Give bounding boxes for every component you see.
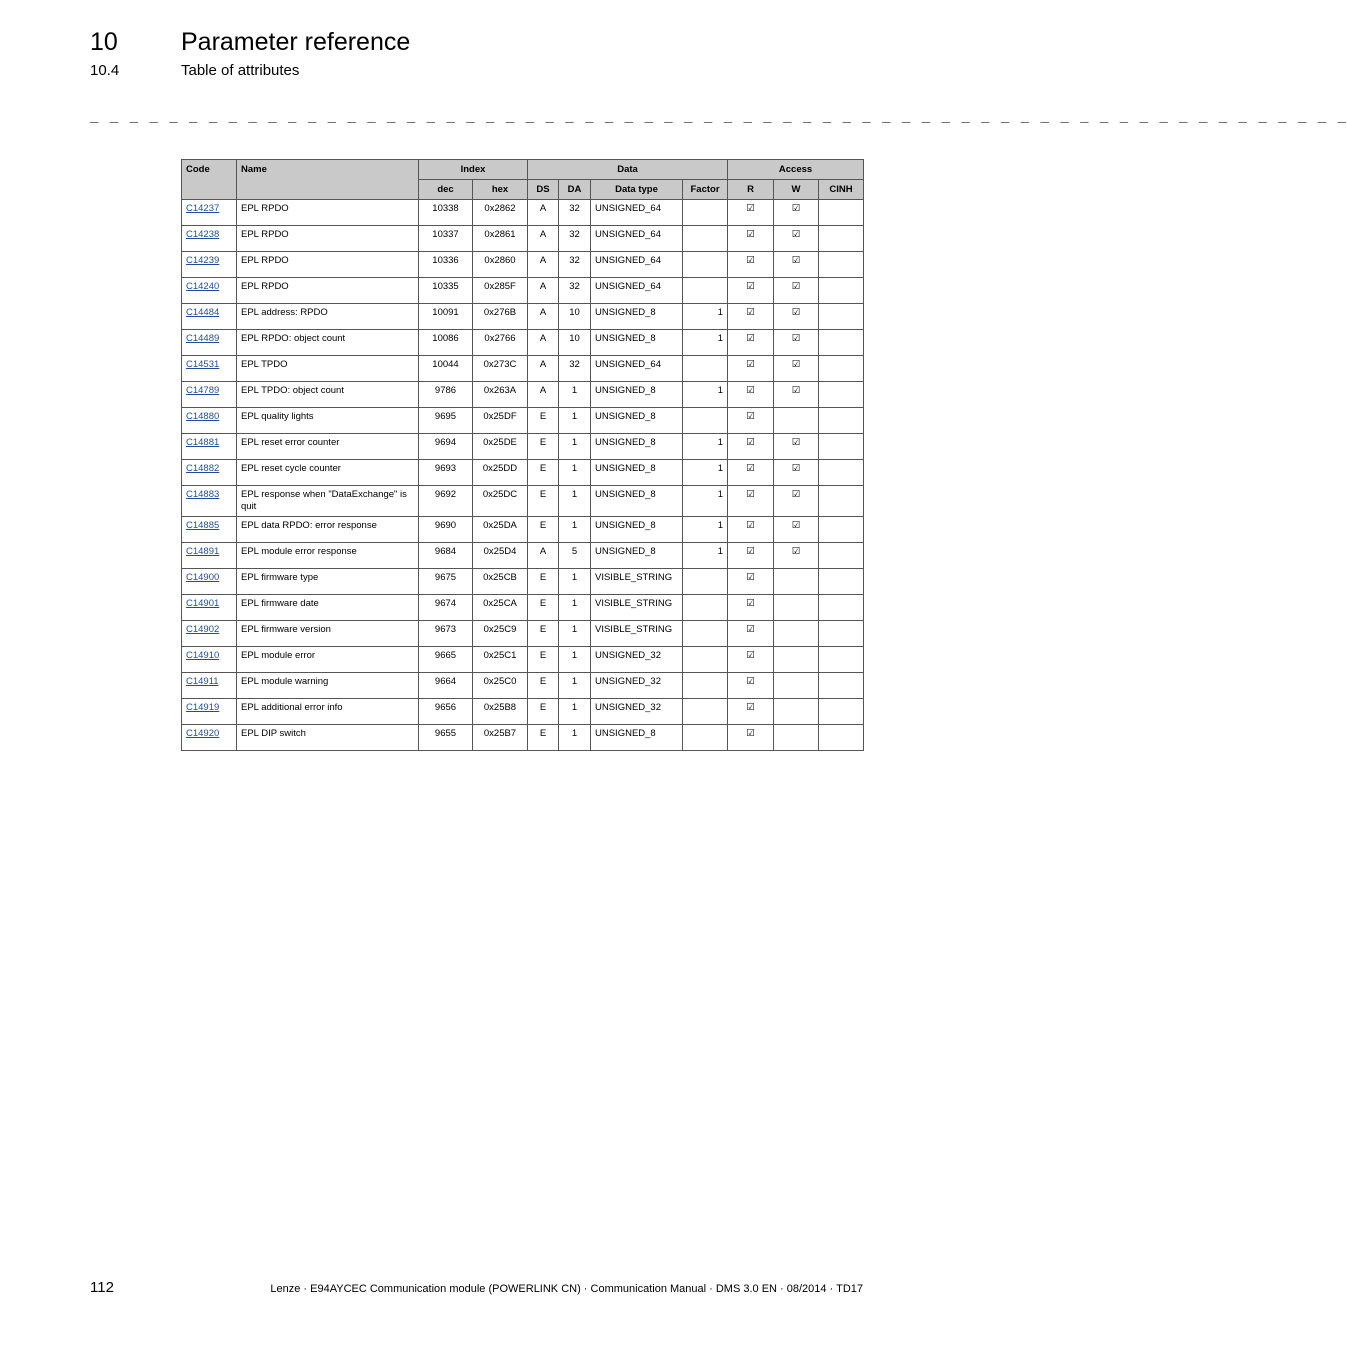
table-row: [182, 200, 864, 226]
parameter-code-link[interactable]: C14885: [186, 520, 220, 531]
cell-dec: 10337: [419, 226, 473, 252]
cell-code: [182, 647, 237, 673]
cell-read-checkbox: ☑: [728, 543, 774, 569]
chapter-number: 10: [90, 28, 118, 56]
cell-ds: A: [528, 330, 559, 356]
cell-cinh: [819, 226, 864, 252]
cell-data-type: UNSIGNED_64: [591, 226, 683, 252]
cell-write-checkbox: ☑: [774, 517, 819, 543]
cell-write-checkbox: ☑: [774, 278, 819, 304]
cell-factor: [683, 356, 728, 382]
table-row: [182, 252, 864, 278]
cell-code: [182, 330, 237, 356]
table-row: [182, 699, 864, 725]
cell-factor: 1: [683, 434, 728, 460]
cell-read-checkbox: ☑: [728, 486, 774, 517]
cell-da: 1: [559, 408, 591, 434]
cell-read-checkbox: ☑: [728, 673, 774, 699]
parameter-code-link[interactable]: C14882: [186, 463, 220, 474]
cell-dec: 9673: [419, 621, 473, 647]
cell-data-type: UNSIGNED_8: [591, 382, 683, 408]
cell-name: EPL firmware date: [237, 595, 419, 621]
header-r: R: [728, 180, 774, 200]
cell-data-type: UNSIGNED_8: [591, 304, 683, 330]
cell-name: EPL DIP switch: [237, 725, 419, 751]
cell-factor: 1: [683, 304, 728, 330]
cell-code: [182, 699, 237, 725]
cell-code: [182, 569, 237, 595]
footer-text: Lenze · E94AYCEC Communication module (POWERLINK CN) · Communication Manual · DMS 3.0 EN · 08/2014 · TD17: [270, 1283, 863, 1295]
table-row: [182, 595, 864, 621]
cell-code: [182, 621, 237, 647]
cell-ds: E: [528, 595, 559, 621]
cell-cinh: [819, 543, 864, 569]
cell-dec: 9674: [419, 595, 473, 621]
cell-hex: 0x25DA: [473, 517, 528, 543]
cell-name: EPL firmware version: [237, 621, 419, 647]
cell-da: 32: [559, 356, 591, 382]
cell-ds: A: [528, 382, 559, 408]
cell-factor: [683, 278, 728, 304]
cell-read-checkbox: ☑: [728, 517, 774, 543]
cell-ds: E: [528, 408, 559, 434]
cell-da: 32: [559, 200, 591, 226]
cell-ds: E: [528, 699, 559, 725]
cell-da: 1: [559, 460, 591, 486]
cell-data-type: UNSIGNED_32: [591, 673, 683, 699]
cell-da: 1: [559, 621, 591, 647]
cell-data-type: UNSIGNED_64: [591, 356, 683, 382]
cell-read-checkbox: ☑: [728, 330, 774, 356]
cell-cinh: [819, 595, 864, 621]
cell-dec: 9675: [419, 569, 473, 595]
cell-read-checkbox: ☑: [728, 460, 774, 486]
cell-write-checkbox: [774, 647, 819, 673]
parameter-code-link[interactable]: C14920: [186, 728, 220, 739]
cell-factor: [683, 725, 728, 751]
cell-read-checkbox: ☑: [728, 382, 774, 408]
cell-factor: 1: [683, 486, 728, 517]
cell-da: 1: [559, 486, 591, 517]
cell-write-checkbox: [774, 673, 819, 699]
table-row: [182, 673, 864, 699]
cell-code: [182, 434, 237, 460]
cell-read-checkbox: ☑: [728, 434, 774, 460]
cell-write-checkbox: ☑: [774, 226, 819, 252]
cell-write-checkbox: [774, 699, 819, 725]
table-row: [182, 382, 864, 408]
cell-write-checkbox: ☑: [774, 252, 819, 278]
cell-code: [182, 278, 237, 304]
cell-write-checkbox: ☑: [774, 434, 819, 460]
cell-write-checkbox: ☑: [774, 460, 819, 486]
cell-dec: 9684: [419, 543, 473, 569]
table-row: [182, 278, 864, 304]
cell-data-type: UNSIGNED_32: [591, 699, 683, 725]
header-data-type: Data type: [591, 180, 683, 200]
cell-read-checkbox: ☑: [728, 200, 774, 226]
header-name: Name: [237, 160, 419, 200]
parameter-code-link[interactable]: C14484: [186, 307, 220, 318]
header-dec: dec: [419, 180, 473, 200]
cell-hex: 0x25DF: [473, 408, 528, 434]
cell-factor: 1: [683, 330, 728, 356]
cell-da: 32: [559, 226, 591, 252]
cell-code: [182, 252, 237, 278]
cell-data-type: UNSIGNED_64: [591, 200, 683, 226]
section-title: Table of attributes: [181, 62, 300, 79]
parameter-code-link[interactable]: C14237: [186, 203, 220, 214]
parameter-code-link[interactable]: C14902: [186, 624, 220, 635]
cell-read-checkbox: ☑: [728, 408, 774, 434]
parameter-code-link[interactable]: C14531: [186, 359, 220, 370]
cell-name: EPL additional error info: [237, 699, 419, 725]
cell-code: [182, 517, 237, 543]
header-access: Access: [728, 160, 864, 180]
cell-read-checkbox: ☑: [728, 647, 774, 673]
cell-dec: 9664: [419, 673, 473, 699]
table-row: [182, 725, 864, 751]
cell-hex: 0x25DE: [473, 434, 528, 460]
chapter-title: Parameter reference: [181, 28, 411, 56]
parameter-code-link[interactable]: C14881: [186, 437, 220, 448]
parameter-code-link[interactable]: C14910: [186, 650, 220, 661]
cell-code: [182, 595, 237, 621]
cell-read-checkbox: ☑: [728, 699, 774, 725]
cell-hex: 0x25B8: [473, 699, 528, 725]
header-index: Index: [419, 160, 528, 180]
cell-hex: 0x2860: [473, 252, 528, 278]
cell-factor: 1: [683, 543, 728, 569]
cell-dec: 9692: [419, 486, 473, 517]
cell-name: EPL reset cycle counter: [237, 460, 419, 486]
header-cinh: CINH: [819, 180, 864, 200]
cell-ds: E: [528, 725, 559, 751]
cell-da: 10: [559, 304, 591, 330]
parameter-code-link[interactable]: C14789: [186, 385, 220, 396]
cell-code: [182, 673, 237, 699]
cell-hex: 0x25D4: [473, 543, 528, 569]
cell-dec: 10086: [419, 330, 473, 356]
table-row: [182, 647, 864, 673]
cell-hex: 0x25C0: [473, 673, 528, 699]
cell-da: 1: [559, 699, 591, 725]
header-w: W: [774, 180, 819, 200]
cell-cinh: [819, 382, 864, 408]
attributes-table: [181, 159, 864, 751]
cell-write-checkbox: ☑: [774, 356, 819, 382]
cell-write-checkbox: ☑: [774, 330, 819, 356]
cell-read-checkbox: ☑: [728, 621, 774, 647]
cell-cinh: [819, 699, 864, 725]
cell-hex: 0x25C9: [473, 621, 528, 647]
table-row: [182, 408, 864, 434]
cell-da: 1: [559, 434, 591, 460]
cell-write-checkbox: ☑: [774, 543, 819, 569]
cell-cinh: [819, 278, 864, 304]
cell-data-type: UNSIGNED_8: [591, 486, 683, 517]
cell-name: EPL RPDO: [237, 278, 419, 304]
cell-name: EPL RPDO: [237, 252, 419, 278]
cell-ds: E: [528, 434, 559, 460]
table-row: [182, 517, 864, 543]
cell-cinh: [819, 252, 864, 278]
cell-data-type: UNSIGNED_8: [591, 460, 683, 486]
cell-dec: 9665: [419, 647, 473, 673]
cell-code: [182, 460, 237, 486]
cell-name: EPL module warning: [237, 673, 419, 699]
cell-ds: E: [528, 621, 559, 647]
cell-data-type: UNSIGNED_8: [591, 725, 683, 751]
cell-factor: 1: [683, 382, 728, 408]
cell-hex: 0x263A: [473, 382, 528, 408]
cell-ds: A: [528, 252, 559, 278]
cell-cinh: [819, 408, 864, 434]
parameter-code-link[interactable]: C14240: [186, 281, 220, 292]
cell-dec: 10336: [419, 252, 473, 278]
cell-read-checkbox: ☑: [728, 304, 774, 330]
cell-cinh: [819, 517, 864, 543]
cell-write-checkbox: [774, 569, 819, 595]
cell-read-checkbox: ☑: [728, 252, 774, 278]
cell-code: [182, 725, 237, 751]
cell-name: EPL TPDO: object count: [237, 382, 419, 408]
cell-name: EPL RPDO: object count: [237, 330, 419, 356]
cell-factor: [683, 569, 728, 595]
parameter-code-link[interactable]: C14238: [186, 229, 220, 240]
cell-hex: 0x285F: [473, 278, 528, 304]
parameter-code-link[interactable]: C14911: [186, 676, 219, 687]
cell-factor: [683, 595, 728, 621]
table-body: [182, 200, 864, 751]
cell-hex: 0x25C1: [473, 647, 528, 673]
cell-ds: E: [528, 486, 559, 517]
table-row: [182, 330, 864, 356]
cell-code: [182, 408, 237, 434]
parameter-code-link[interactable]: C14900: [186, 572, 220, 583]
table-header-row: [182, 160, 864, 180]
cell-dec: 9693: [419, 460, 473, 486]
header-code: Code: [182, 160, 237, 200]
cell-da: 1: [559, 517, 591, 543]
cell-data-type: UNSIGNED_8: [591, 330, 683, 356]
cell-hex: 0x25DC: [473, 486, 528, 517]
cell-read-checkbox: ☑: [728, 725, 774, 751]
cell-dec: 9690: [419, 517, 473, 543]
cell-factor: [683, 226, 728, 252]
cell-cinh: [819, 725, 864, 751]
parameter-code-link[interactable]: C14919: [186, 702, 220, 713]
cell-da: 32: [559, 278, 591, 304]
cell-name: EPL quality lights: [237, 408, 419, 434]
cell-dec: 10335: [419, 278, 473, 304]
cell-name: EPL response when "DataExchange" is quit: [237, 486, 419, 517]
cell-cinh: [819, 434, 864, 460]
cell-name: EPL firmware type: [237, 569, 419, 595]
cell-ds: A: [528, 278, 559, 304]
cell-write-checkbox: ☑: [774, 200, 819, 226]
cell-dec: 10338: [419, 200, 473, 226]
cell-hex: 0x2862: [473, 200, 528, 226]
cell-name: EPL address: RPDO: [237, 304, 419, 330]
table-row: [182, 621, 864, 647]
cell-data-type: UNSIGNED_64: [591, 252, 683, 278]
header-factor: Factor: [683, 180, 728, 200]
cell-factor: [683, 673, 728, 699]
cell-data-type: VISIBLE_STRING: [591, 595, 683, 621]
cell-cinh: [819, 356, 864, 382]
cell-code: [182, 543, 237, 569]
cell-code: [182, 304, 237, 330]
cell-ds: A: [528, 226, 559, 252]
cell-data-type: VISIBLE_STRING: [591, 569, 683, 595]
cell-code: [182, 356, 237, 382]
cell-factor: [683, 699, 728, 725]
cell-name: EPL module error: [237, 647, 419, 673]
cell-cinh: [819, 569, 864, 595]
table-row: [182, 434, 864, 460]
header-ds: DS: [528, 180, 559, 200]
cell-da: 1: [559, 569, 591, 595]
cell-factor: [683, 621, 728, 647]
cell-da: 32: [559, 252, 591, 278]
cell-dec: 9786: [419, 382, 473, 408]
cell-data-type: UNSIGNED_8: [591, 434, 683, 460]
cell-data-type: UNSIGNED_32: [591, 647, 683, 673]
cell-cinh: [819, 330, 864, 356]
cell-ds: A: [528, 543, 559, 569]
cell-ds: E: [528, 460, 559, 486]
cell-cinh: [819, 621, 864, 647]
cell-factor: [683, 252, 728, 278]
cell-da: 1: [559, 725, 591, 751]
cell-dec: 9695: [419, 408, 473, 434]
cell-dec: 9655: [419, 725, 473, 751]
cell-hex: 0x25CB: [473, 569, 528, 595]
cell-hex: 0x276B: [473, 304, 528, 330]
cell-da: 1: [559, 595, 591, 621]
cell-dec: 10091: [419, 304, 473, 330]
table-row: [182, 304, 864, 330]
cell-read-checkbox: ☑: [728, 356, 774, 382]
cell-data-type: UNSIGNED_8: [591, 517, 683, 543]
page-number: 112: [90, 1279, 114, 1296]
cell-data-type: VISIBLE_STRING: [591, 621, 683, 647]
cell-hex: 0x25B7: [473, 725, 528, 751]
cell-factor: [683, 647, 728, 673]
cell-ds: E: [528, 517, 559, 543]
table-row: [182, 486, 864, 517]
cell-read-checkbox: ☑: [728, 278, 774, 304]
cell-hex: 0x2766: [473, 330, 528, 356]
cell-write-checkbox: [774, 408, 819, 434]
cell-name: EPL RPDO: [237, 226, 419, 252]
cell-read-checkbox: ☑: [728, 569, 774, 595]
cell-code: [182, 486, 237, 517]
cell-da: 1: [559, 647, 591, 673]
cell-write-checkbox: ☑: [774, 382, 819, 408]
cell-data-type: UNSIGNED_8: [591, 408, 683, 434]
cell-name: EPL TPDO: [237, 356, 419, 382]
table-row: [182, 569, 864, 595]
cell-ds: E: [528, 569, 559, 595]
cell-name: EPL data RPDO: error response: [237, 517, 419, 543]
parameter-code-link[interactable]: C14489: [186, 333, 220, 344]
cell-code: [182, 382, 237, 408]
cell-factor: [683, 200, 728, 226]
cell-hex: 0x25CA: [473, 595, 528, 621]
cell-code: [182, 226, 237, 252]
cell-name: EPL RPDO: [237, 200, 419, 226]
cell-da: 5: [559, 543, 591, 569]
cell-name: EPL module error response: [237, 543, 419, 569]
cell-write-checkbox: [774, 595, 819, 621]
cell-da: 10: [559, 330, 591, 356]
cell-cinh: [819, 200, 864, 226]
parameter-code-link[interactable]: C14901: [186, 598, 220, 609]
separator-line: _ _ _ _ _ _ _ _ _ _ _ _ _ _ _ _ _ _ _ _ _ _ _ _ _ _ _ _ _ _ _ _ _ _ _ _ _ _ _ _ _ _ _ _ _ _ _ _ _ _ _ _ _ _ _ _ _ _ _ _ _ _ _ _: [90, 110, 1347, 126]
parameter-code-link[interactable]: C14880: [186, 411, 220, 422]
cell-write-checkbox: ☑: [774, 304, 819, 330]
header-da: DA: [559, 180, 591, 200]
cell-data-type: UNSIGNED_64: [591, 278, 683, 304]
cell-dec: 9694: [419, 434, 473, 460]
cell-cinh: [819, 486, 864, 517]
cell-cinh: [819, 304, 864, 330]
parameter-code-link[interactable]: C14239: [186, 255, 220, 266]
header-hex: hex: [473, 180, 528, 200]
cell-hex: 0x25DD: [473, 460, 528, 486]
cell-ds: E: [528, 673, 559, 699]
cell-read-checkbox: ☑: [728, 226, 774, 252]
cell-da: 1: [559, 673, 591, 699]
cell-write-checkbox: [774, 725, 819, 751]
cell-hex: 0x273C: [473, 356, 528, 382]
cell-name: EPL reset error counter: [237, 434, 419, 460]
cell-dec: 10044: [419, 356, 473, 382]
table-row: [182, 356, 864, 382]
cell-write-checkbox: [774, 621, 819, 647]
cell-cinh: [819, 647, 864, 673]
cell-da: 1: [559, 382, 591, 408]
cell-factor: 1: [683, 517, 728, 543]
cell-ds: A: [528, 304, 559, 330]
cell-ds: A: [528, 200, 559, 226]
header-data: Data: [528, 160, 728, 180]
table-row: [182, 543, 864, 569]
cell-write-checkbox: ☑: [774, 486, 819, 517]
cell-code: [182, 200, 237, 226]
cell-factor: 1: [683, 460, 728, 486]
table-row: [182, 226, 864, 252]
cell-ds: A: [528, 356, 559, 382]
table-row: [182, 460, 864, 486]
cell-dec: 9656: [419, 699, 473, 725]
cell-ds: E: [528, 647, 559, 673]
section-number: 10.4: [90, 62, 120, 79]
cell-factor: [683, 408, 728, 434]
cell-data-type: UNSIGNED_8: [591, 543, 683, 569]
cell-hex: 0x2861: [473, 226, 528, 252]
parameter-code-link[interactable]: C14883: [186, 489, 220, 500]
parameter-code-link[interactable]: C14891: [186, 546, 220, 557]
cell-read-checkbox: ☑: [728, 595, 774, 621]
cell-cinh: [819, 460, 864, 486]
cell-cinh: [819, 673, 864, 699]
